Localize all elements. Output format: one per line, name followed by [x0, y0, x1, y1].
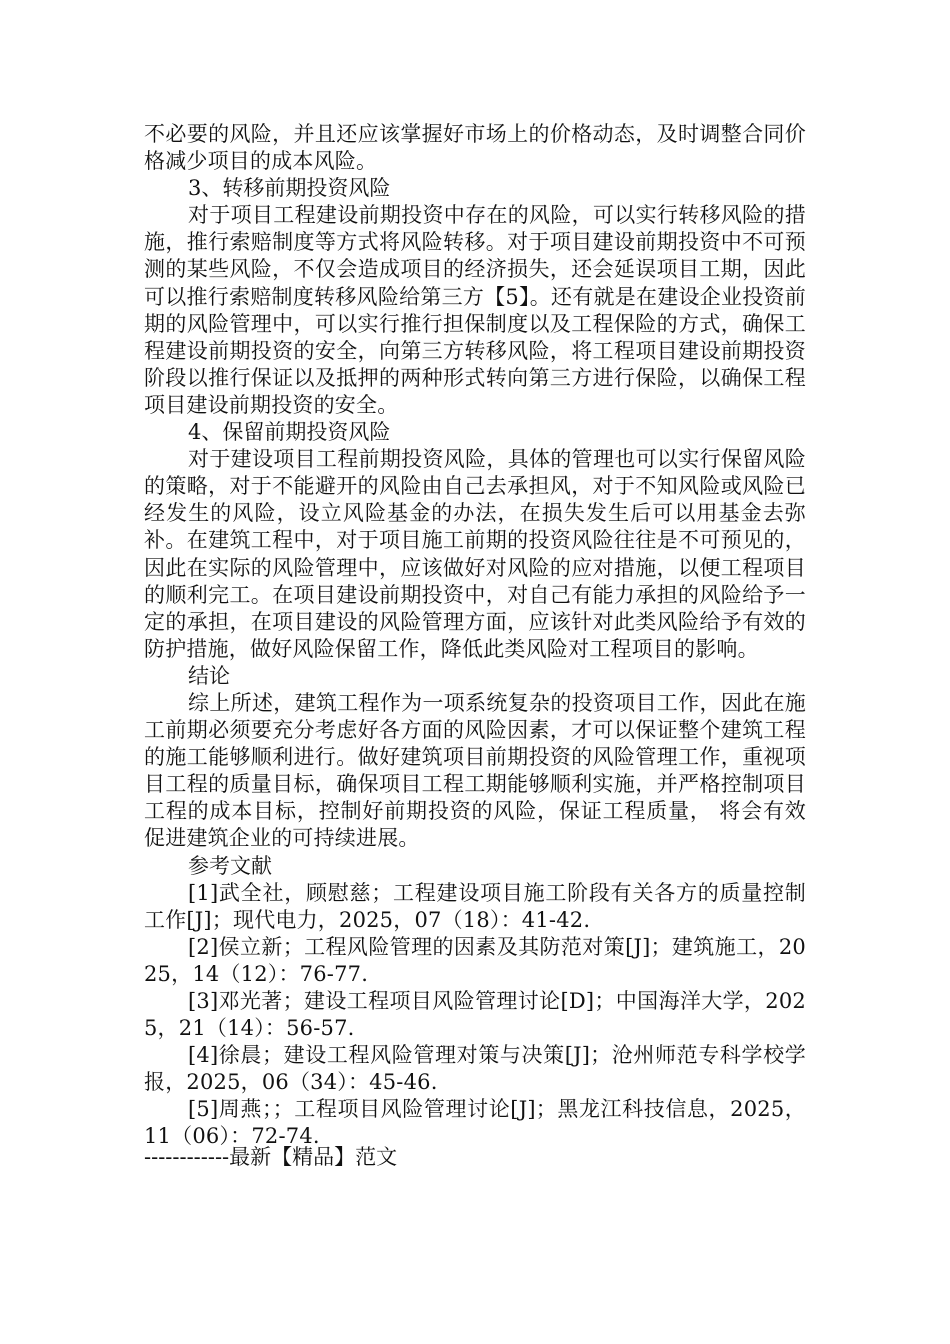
page-footer: ------------最新【精品】范文	[144, 1145, 398, 1169]
heading-conclusion: 结论	[188, 663, 230, 688]
reference-item: [1]武全社，顾慰慈；工程建设项目施工阶段有关各方的质量控制工作[J]；现代电力，2025，07（18）：41-42.	[144, 880, 806, 932]
heading-references: 参考文献	[188, 853, 272, 878]
reference-item: [5]周燕；；工程项目风险管理讨论[J]；黑龙江科技信息，2025，11（06）：72-74.	[144, 1097, 806, 1149]
heading-retain-risk: 4、保留前期投资风险	[188, 420, 391, 445]
heading-transfer-risk: 3、转移前期投资风险	[188, 176, 391, 201]
reference-item: [2]侯立新；工程风险管理的因素及其防范对策[J]；建筑施工，2025，14（12）：76-77.	[144, 934, 806, 986]
paragraph-transfer-risk: 对于项目工程建设前期投资中存在的风险，可以实行转移风险的措施，推行索赔制度等方式将风险转移。对于项目建设前期投资中不可预测的某些风险，不仅会造成项目的经济损失，还会延误项目工期，因此可以推行索赔制度转移风险给第三方【5】。还有就是在建设企业投资前期的风险管理中，可以实行推行担保制度以及工程保险的方式，确保工程建设前期投资的安全，向第三方转移风险，将工程项目建设前期投资阶段以推行保证以及抵押的两种形式转向第三方进行保险，以确保工程项目建设前期投资的安全。	[144, 203, 806, 417]
paragraph-conclusion: 综上所述，建筑工程作为一项系统复杂的投资项目工作，因此在施工前期必须要充分考虑好各方面的风险因素，才可以保证整个建筑工程的施工能够顺利进行。做好建筑项目前期投资的风险管理工作，重视项目工程的质量目标，确保项目工程工期能够顺利实施，并严格控制项目工程的成本目标，控制好前期投资的风险，保证工程质量， 将会有效促进建筑企业的可持续进展。	[144, 690, 806, 851]
reference-list	[144, 880, 806, 1151]
reference-item: [3]邓光著；建设工程项目风险管理讨论[D]；中国海洋大学，2025，21（14）：56-57.	[144, 989, 806, 1041]
document-body	[144, 121, 806, 1151]
paragraph-retain-risk: 对于建设项目工程前期投资风险，具体的管理也可以实行保留风险的策略，对于不能避开的风险由自己去承担风，对于不知风险或风险已经发生的风险，设立风险基金的办法，在损失发生后可以用基金去弥补。在建筑工程中，对于项目施工前期的投资风险往往是不可预见的，因此在实际的风险管理中，应该做好对风险的应对措施，以便工程项目的顺利完工。在项目建设前期投资中，对自己有能力承担的风险给予一定的承担，在项目建设的风险管理方面，应该针对此类风险给予有效的防护措施，做好风险保留工作，降低此类风险对工程项目的影响。	[144, 447, 806, 661]
reference-item: [4]徐晨；建设工程风险管理对策与决策[J]；沧州师范专科学校学报，2025，06（34）：45-46.	[144, 1043, 806, 1095]
paragraph-cost-risk-continued: 不必要的风险，并且还应该掌握好市场上的价格动态，及时调整合同价格减少项目的成本风险。	[144, 122, 806, 174]
